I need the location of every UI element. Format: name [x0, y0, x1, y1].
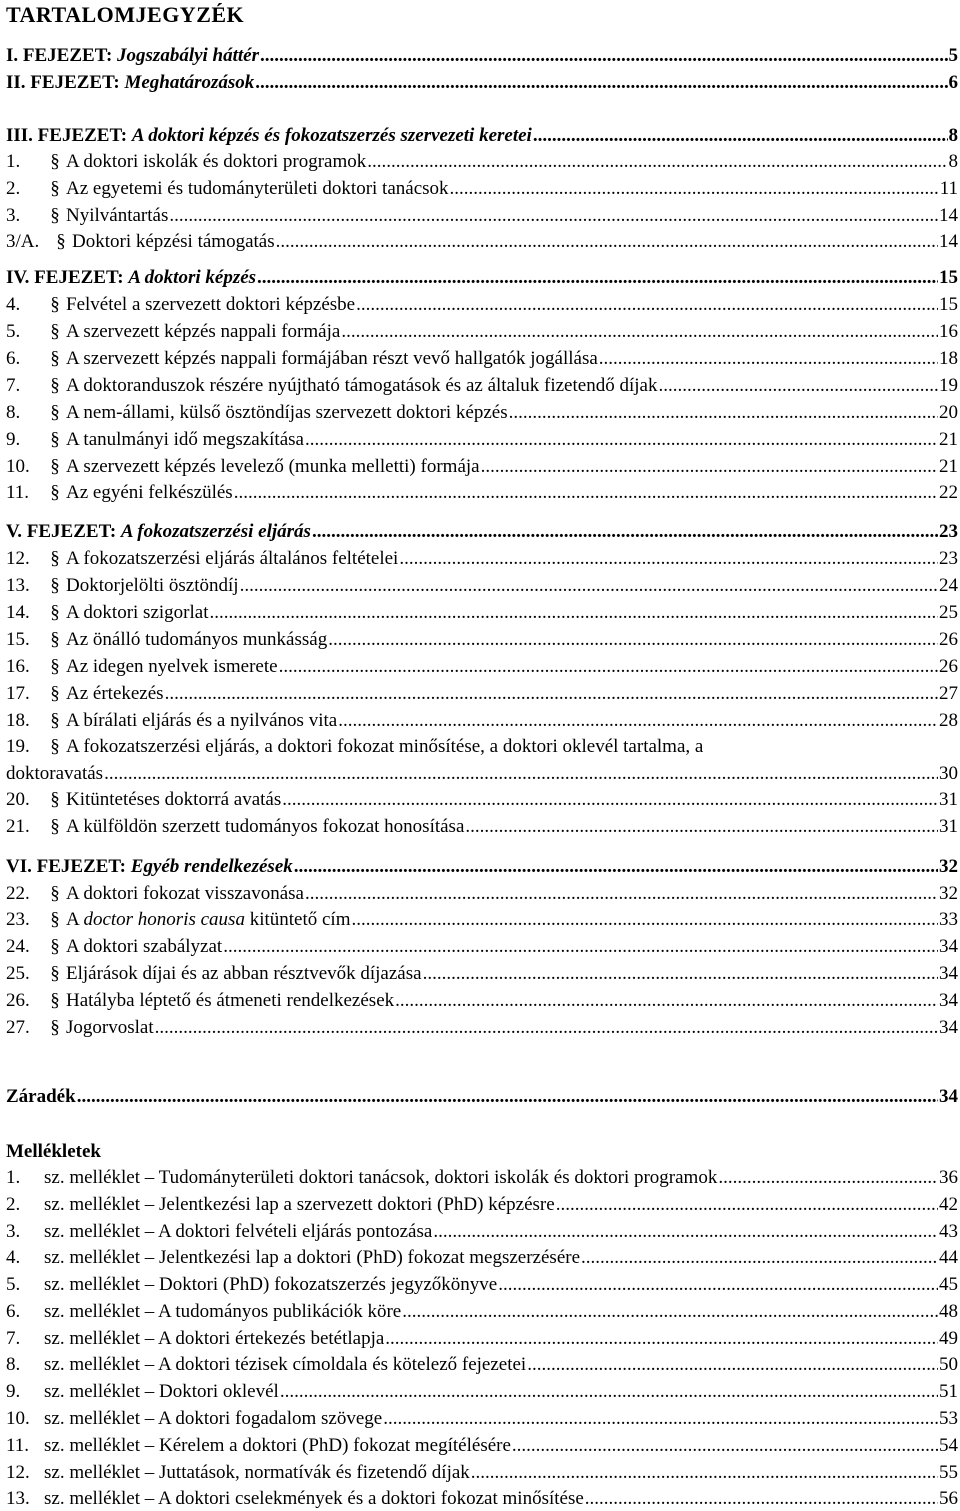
toc-entry[interactable] — [6, 177, 958, 201]
toc-entry[interactable] — [6, 908, 958, 932]
page-number: 30 — [939, 763, 958, 784]
entry-number: 27. — [6, 1017, 30, 1038]
entry-number: 20. — [6, 789, 30, 810]
toc-entry[interactable] — [6, 762, 958, 786]
entry-number: 23. — [6, 909, 30, 930]
leader-dots — [282, 788, 938, 812]
entry-title: A fokozatszerzési eljárás, a doktori fokozat minősítése, a doktori oklevél tartalma, a — [66, 736, 704, 757]
entry-number: 22. — [6, 883, 30, 904]
leader-dots — [556, 1193, 938, 1217]
leader-dots — [512, 1434, 938, 1458]
toc-entry[interactable] — [6, 374, 958, 398]
entry-title: A szervezett képzés levelező (munka melletti) formája — [66, 456, 480, 477]
entry-number: 10. — [6, 456, 30, 477]
chapter-label: II. FEJEZET: — [6, 72, 125, 93]
entry-title — [124, 71, 254, 95]
annex-number: 5. — [6, 1274, 21, 1295]
annex-number: 13. — [6, 1488, 30, 1509]
page-number: 50 — [939, 1354, 958, 1375]
page-number: 31 — [939, 816, 958, 837]
annex-entry[interactable] — [6, 1434, 958, 1458]
section-sign: § — [50, 321, 60, 342]
annex-number: 3. — [6, 1221, 21, 1242]
annex-title: sz. melléklet – A doktori tézisek címoldala és kötelező fejezetei — [44, 1354, 527, 1375]
page-number: 27 — [939, 683, 958, 704]
entry-number: 17. — [6, 683, 30, 704]
page-number: 43 — [939, 1221, 958, 1242]
page-number: 22 — [939, 482, 958, 503]
annex-entry[interactable] — [6, 1380, 958, 1404]
annex-entry[interactable] — [6, 1220, 958, 1244]
entry-number: 14. — [6, 602, 30, 623]
entry-number: 7. — [6, 375, 21, 396]
section-sign: § — [50, 375, 60, 396]
leader-dots — [328, 628, 938, 652]
entry-number: 3/A. — [6, 231, 40, 252]
annex-title: sz. melléklet – A doktori fogadalom szövege — [44, 1408, 383, 1429]
toc-entry[interactable] — [6, 401, 958, 425]
entry-title: Eljárások díjai és az abban résztvevők díjazása — [66, 963, 422, 984]
chapter-label: VI. FEJEZET: — [6, 856, 131, 877]
section-sign: § — [50, 883, 60, 904]
annex-number: 9. — [6, 1381, 21, 1402]
toc-entry[interactable] — [6, 735, 958, 759]
section-sign: § — [50, 602, 60, 623]
annex-number: 4. — [6, 1247, 21, 1268]
leader-dots — [527, 1353, 938, 1377]
leader-dots — [351, 908, 938, 932]
annex-title: sz. melléklet – Jelentkezési lap a doktori (PhD) fokozat megszerzésére — [44, 1247, 581, 1268]
leader-dots — [305, 882, 938, 906]
section-sign: § — [50, 1017, 60, 1038]
entry-title: Hatályba léptető és átmeneti rendelkezések — [66, 990, 395, 1011]
toc-entry[interactable] — [6, 815, 958, 839]
entry-title — [66, 908, 350, 932]
leader-dots — [223, 935, 938, 959]
toc-chapter-entry[interactable] — [6, 266, 958, 290]
entry-number: 26. — [6, 990, 30, 1011]
entry-number: 8. — [6, 402, 21, 423]
entry-title — [121, 520, 311, 544]
annex-entry[interactable] — [6, 1407, 958, 1431]
section-sign: § — [50, 402, 60, 423]
entry-number: 11. — [6, 482, 30, 503]
section-sign: § — [50, 178, 60, 199]
leader-dots — [399, 547, 938, 571]
annex-number: 11. — [6, 1435, 30, 1456]
annex-number: 6. — [6, 1301, 21, 1322]
leader-dots — [255, 71, 947, 95]
entry-number: 19. — [6, 736, 30, 757]
section-sign: § — [50, 936, 60, 957]
annex-title: sz. melléklet – Juttatások, normatívák és fizetendő díjak — [44, 1462, 470, 1483]
page-number: 23 — [939, 548, 958, 569]
entry-title: A bírálati eljárás és a nyilvános vita — [66, 710, 338, 731]
page-number: 44 — [939, 1247, 958, 1268]
leader-dots — [423, 962, 938, 986]
page-number: 14 — [939, 231, 958, 252]
toc-entry[interactable] — [6, 989, 958, 1013]
page-number: 55 — [939, 1462, 958, 1483]
page-number: 26 — [939, 629, 958, 650]
section-sign: § — [50, 482, 60, 503]
page-number: 54 — [939, 1435, 958, 1456]
leader-dots — [599, 347, 938, 371]
entry-number: 1. — [6, 151, 21, 172]
entry-number: 24. — [6, 936, 30, 957]
page-number: 11 — [939, 178, 958, 199]
leader-dots — [257, 266, 938, 290]
toc-zaradek-entry[interactable] — [6, 1085, 958, 1109]
page-number: 34 — [939, 963, 958, 984]
entry-number: 21. — [6, 816, 30, 837]
entry-title: Záradék — [6, 1086, 76, 1107]
entry-title — [132, 124, 532, 148]
chapter-label: IV. FEJEZET: — [6, 267, 129, 288]
leader-dots — [498, 1273, 938, 1297]
toc-chapter-entry[interactable] — [6, 855, 958, 879]
section-sign: § — [50, 348, 60, 369]
leader-dots — [433, 1220, 938, 1244]
entry-title — [117, 44, 259, 68]
toc-entry[interactable] — [6, 709, 958, 733]
entry-title: Az egyetemi és tudományterületi doktori tanácsok — [66, 178, 449, 199]
leader-dots — [585, 1487, 938, 1511]
entry-title-part: doctor honoris causa — [83, 909, 245, 930]
leader-dots — [104, 762, 938, 786]
section-sign: § — [50, 151, 60, 172]
annex-number: 7. — [6, 1328, 21, 1349]
leader-dots — [450, 177, 939, 201]
entry-title-part: kitüntető cím — [244, 909, 351, 930]
page-number: 32 — [939, 856, 958, 877]
entry-title-text: Jogszabályi háttér — [117, 45, 260, 66]
toc-entry[interactable] — [6, 962, 958, 986]
page-number: 48 — [939, 1301, 958, 1322]
page-number: 33 — [939, 909, 958, 930]
leader-dots — [471, 1461, 938, 1485]
leader-dots — [395, 989, 938, 1013]
entry-number: 15. — [6, 629, 30, 650]
section-sign: § — [50, 629, 60, 650]
annex-number: 1. — [6, 1167, 21, 1188]
page-number: 34 — [939, 936, 958, 957]
section-sign: § — [50, 456, 60, 477]
entry-title: Nyilvántartás — [66, 205, 169, 226]
entry-title: Jogorvoslat — [66, 1017, 154, 1038]
page-number: 42 — [939, 1194, 958, 1215]
entry-number: 13. — [6, 575, 30, 596]
leader-dots — [234, 481, 938, 505]
leader-dots — [169, 204, 938, 228]
page-number: 34 — [939, 990, 958, 1011]
entry-title: A tanulmányi idő megszakítása — [66, 429, 304, 450]
toc-entry[interactable] — [6, 230, 958, 254]
page-number: 14 — [939, 205, 958, 226]
chapter-label: I. FEJEZET: — [6, 45, 118, 66]
leader-dots — [402, 1300, 938, 1324]
annex-entry[interactable] — [6, 1193, 958, 1217]
leader-dots — [240, 574, 938, 598]
leader-dots — [481, 455, 938, 479]
leader-dots — [465, 815, 938, 839]
leader-dots — [276, 230, 938, 254]
page-number: 49 — [939, 1328, 958, 1349]
entry-number: 6. — [6, 348, 21, 369]
leader-dots — [305, 428, 938, 452]
leader-dots — [718, 1166, 938, 1190]
entry-title: Az értekezés — [66, 683, 164, 704]
toc-entry[interactable] — [6, 788, 958, 812]
section-sign: § — [50, 736, 60, 757]
leader-dots — [341, 320, 938, 344]
page-number: 51 — [939, 1381, 958, 1402]
entry-title: A doktori szigorlat — [66, 602, 209, 623]
entry-number: 9. — [6, 429, 21, 450]
page-number: 23 — [939, 521, 958, 542]
entry-number: 3. — [6, 205, 21, 226]
toc-entry[interactable] — [6, 428, 958, 452]
leader-dots — [356, 293, 938, 317]
entry-title: A doktori fokozat visszavonása — [66, 883, 304, 904]
toc-entry[interactable] — [6, 150, 958, 174]
section-sign: § — [50, 575, 60, 596]
page-number: 6 — [948, 72, 958, 93]
leader-dots — [77, 1085, 938, 1109]
annex-number: 10. — [6, 1408, 30, 1429]
page-number: 5 — [948, 45, 958, 66]
toc-entry[interactable] — [6, 320, 958, 344]
entry-number: 4. — [6, 294, 21, 315]
page-number: 16 — [939, 321, 958, 342]
section-sign: § — [50, 963, 60, 984]
entry-number: 16. — [6, 656, 30, 677]
page-number: 31 — [939, 789, 958, 810]
section-sign: § — [50, 205, 60, 226]
page-number: 56 — [939, 1488, 958, 1509]
chapter-label: V. FEJEZET: — [6, 521, 121, 542]
section-sign: § — [50, 429, 60, 450]
leader-dots — [509, 401, 938, 425]
annex-title: sz. melléklet – Jelentkezési lap a szervezett doktori (PhD) képzésre — [44, 1194, 555, 1215]
entry-title: Doktori képzési támogatás — [72, 231, 275, 252]
leader-dots — [165, 682, 938, 706]
entry-title: A doktoranduszok részére nyújtható támogatások és az általuk fizetendő díjak — [66, 375, 658, 396]
annex-title: sz. melléklet – A doktori értekezés betétlapja — [44, 1328, 385, 1349]
entry-number: 25. — [6, 963, 30, 984]
page-number: 24 — [939, 575, 958, 596]
annex-entry[interactable] — [6, 1487, 958, 1511]
entry-number: 18. — [6, 710, 30, 731]
page-number: 34 — [939, 1017, 958, 1038]
entry-title: A külföldön szerzett tudományos fokozat honosítása — [66, 816, 465, 837]
entry-title-text: A fokozatszerzési eljárás — [120, 521, 311, 542]
entry-number: 12. — [6, 548, 30, 569]
leader-dots — [280, 1380, 938, 1404]
page-number: 34 — [939, 1086, 958, 1107]
toc-chapter-entry[interactable] — [6, 124, 958, 148]
annex-title: sz. melléklet – A doktori felvételi eljárás pontozása — [44, 1221, 433, 1242]
leader-dots — [383, 1407, 938, 1431]
annex-number: 8. — [6, 1354, 21, 1375]
section-sign: § — [50, 710, 60, 731]
toc-chapter-entry[interactable] — [6, 520, 958, 544]
entry-title-text: Egyéb rendelkezések — [130, 856, 293, 877]
page-number: 28 — [939, 710, 958, 731]
page-number: 26 — [939, 656, 958, 677]
leader-dots — [294, 855, 938, 879]
page-number: 25 — [939, 602, 958, 623]
entry-title: A szervezett képzés nappali formája — [66, 321, 341, 342]
annex-entry[interactable] — [6, 1166, 958, 1190]
annex-number: 12. — [6, 1462, 30, 1483]
annexes-heading: Mellékletek — [6, 1141, 101, 1162]
entry-number: 2. — [6, 178, 21, 199]
page-number: 53 — [939, 1408, 958, 1429]
toc-entry[interactable] — [6, 882, 958, 906]
page-number: 8 — [948, 151, 958, 172]
entry-title-text: Meghatározások — [124, 72, 255, 93]
leader-dots — [312, 520, 938, 544]
page-number: 19 — [939, 375, 958, 396]
toc-entry[interactable] — [6, 204, 958, 228]
annex-entry[interactable] — [6, 1353, 958, 1377]
page-number: 21 — [939, 456, 958, 477]
page-number: 45 — [939, 1274, 958, 1295]
leader-dots — [581, 1246, 938, 1270]
toc-entry[interactable] — [6, 455, 958, 479]
entry-title: Az idegen nyelvek ismerete — [66, 656, 278, 677]
toc-entry[interactable] — [6, 574, 958, 598]
annex-title: sz. melléklet – Doktori (PhD) fokozatszerzés jegyzőkönyve — [44, 1274, 498, 1295]
section-sign: § — [50, 548, 60, 569]
entry-title: A doktori iskolák és doktori programok — [66, 151, 367, 172]
section-sign: § — [50, 683, 60, 704]
page-number: 15 — [939, 294, 958, 315]
section-sign: § — [50, 789, 60, 810]
leader-dots — [260, 44, 947, 68]
toc-entry[interactable] — [6, 547, 958, 571]
page-number: 20 — [939, 402, 958, 423]
toc-entry[interactable] — [6, 347, 958, 371]
entry-title: Az egyéni felkészülés — [66, 482, 233, 503]
section-sign: § — [50, 816, 60, 837]
annex-title: sz. melléklet – A tudományos publikációk köre — [44, 1301, 402, 1322]
annex-entry[interactable] — [6, 1300, 958, 1324]
leader-dots — [279, 655, 938, 679]
toc-entry[interactable] — [6, 293, 958, 317]
leader-dots — [155, 1016, 938, 1040]
annex-entry[interactable] — [6, 1461, 958, 1485]
leader-dots — [209, 601, 938, 625]
leader-dots — [385, 1327, 938, 1351]
annex-title: sz. melléklet – Doktori oklevél — [44, 1381, 279, 1402]
toc-entry[interactable] — [6, 655, 958, 679]
entry-title: doktoravatás — [6, 763, 104, 784]
section-sign: § — [50, 909, 60, 930]
entry-title: Doktorjelölti ösztöndíj — [66, 575, 239, 596]
entry-title-text: A doktori képzés és fokozatszerzés szervezeti keretei — [131, 125, 532, 146]
section-sign: § — [56, 231, 66, 252]
annex-number: 2. — [6, 1194, 21, 1215]
entry-title: Kitüntetéses doktorrá avatás — [66, 789, 282, 810]
annex-entry[interactable] — [6, 1327, 958, 1351]
entry-title: Felvétel a szervezett doktori képzésbe — [66, 294, 356, 315]
toc-entry[interactable] — [6, 481, 958, 505]
annex-entry[interactable] — [6, 1273, 958, 1297]
section-sign: § — [50, 990, 60, 1011]
toc-chapter-entry[interactable] — [6, 44, 958, 68]
entry-title: Az önálló tudományos munkásság — [66, 629, 328, 650]
leader-dots — [658, 374, 938, 398]
entry-title: A doktori szabályzat — [66, 936, 223, 957]
toc-entry[interactable] — [6, 601, 958, 625]
entry-number: 5. — [6, 321, 21, 342]
leader-dots — [338, 709, 938, 733]
entry-title: A szervezett képzés nappali formájában részt vevő hallgatók jogállása — [66, 348, 598, 369]
leader-dots — [367, 150, 947, 174]
page-title: TARTALOMJEGYZÉK — [6, 2, 245, 27]
annex-title: sz. melléklet – A doktori cselekmények és a doktori fokozat minősítése — [44, 1488, 584, 1509]
entry-title-part: A — [66, 909, 84, 930]
page-number: 36 — [939, 1167, 958, 1188]
annex-title: sz. melléklet – Kérelem a doktori (PhD) fokozat megítélésére — [44, 1435, 511, 1456]
toc-entry[interactable] — [6, 682, 958, 706]
entry-title: A fokozatszerzési eljárás általános feltételei — [66, 548, 399, 569]
toc-entry[interactable] — [6, 1016, 958, 1040]
toc-chapter-entry[interactable] — [6, 71, 958, 95]
page-number: 15 — [939, 267, 958, 288]
toc-entry[interactable] — [6, 935, 958, 959]
entry-title-text: A doktori képzés — [128, 267, 257, 288]
toc-entry[interactable] — [6, 628, 958, 652]
section-sign: § — [50, 294, 60, 315]
page-number: 32 — [939, 883, 958, 904]
entry-title — [128, 266, 256, 290]
annex-entry[interactable] — [6, 1246, 958, 1270]
page-number: 8 — [948, 125, 958, 146]
section-sign: § — [50, 656, 60, 677]
entry-title: A nem-állami, külső ösztöndíjas szervezett doktori képzés — [66, 402, 508, 423]
chapter-label: III. FEJEZET: — [6, 125, 132, 146]
page-number: 18 — [939, 348, 958, 369]
entry-title — [131, 855, 293, 879]
page-number: 21 — [939, 429, 958, 450]
leader-dots — [533, 124, 948, 148]
annex-title: sz. melléklet – Tudományterületi doktori tanácsok, doktori iskolák és doktori programok — [44, 1167, 718, 1188]
